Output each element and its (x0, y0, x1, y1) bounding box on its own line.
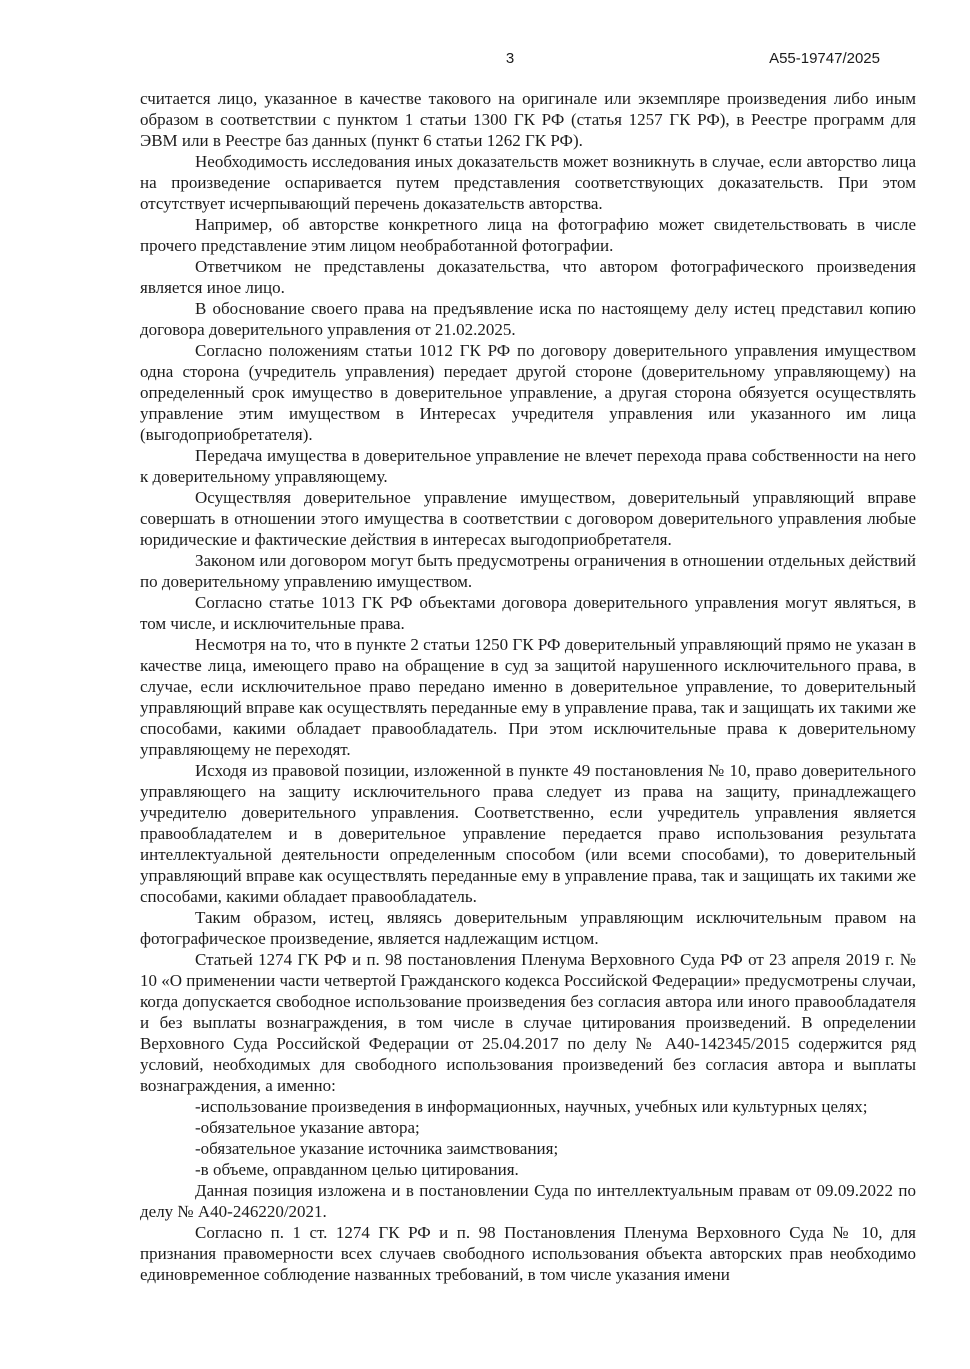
paragraph: Осуществляя доверительное управление имуществом, доверительный управляющий вправе совершать в отношении этого имущества в соответствии с договором доверительного управления любые юридические и фактические действия в интересах выгодоприобретателя. (140, 488, 916, 549)
list-item: -в объеме, оправданном целью цитирования. (195, 1160, 519, 1179)
document-body (140, 88, 916, 1285)
paragraph: Согласно положениям статьи 1012 ГК РФ по договору доверительного управления имуществом одна сторона (учредитель управления) передает другой стороне (доверительному управляющему) на определенный срок имущество в доверительное управление, а другая сторона обязуется осуществлять управление этим имуществом в Интересах учредителя управления или указанного им лица (выгодоприобретателя). (140, 341, 916, 444)
paragraph: В обоснование своего права на предъявление иска по настоящему делу истец представил копию договора доверительного управления от 21.02.2025. (140, 299, 916, 339)
paragraph: Согласно статье 1013 ГК РФ объектами договора доверительного управления могут являться, в том числе, и исключительные права. (140, 593, 916, 633)
paragraph: Исходя из правовой позиции, изложенной в пункте 49 постановления № 10, право доверительного управляющего на защиту исключительного права следует из права на защиту, принадлежащего учредителю доверительного управления. Соответственно, если учредитель управления является правообладателем и в доверительное управление передается право использования результата интеллектуальной деятельности определенным способом (или всеми способами), то доверительный управляющий вправе как осуществлять переданные ему в управление права, так и защищать их такими же способами, какими обладает правообладатель. (140, 761, 916, 906)
paragraph: Данная позиция изложена и в постановлении Суда по интеллектуальным правам от 09.09.2022 по делу № А40-246220/2021. (140, 1181, 916, 1221)
paragraph: Таким образом, истец, являясь доверительным управляющим исключительным правом на фотографическое произведение, является надлежащим истцом. (140, 908, 916, 948)
paragraph: Согласно п. 1 ст. 1274 ГК РФ и п. 98 Постановления Пленума Верховного Суда № 10, для признания правомерности всех случаев свободного использования объекта авторских прав необходимо единовременное соблюдение названных требований, в том числе указания имени (140, 1223, 916, 1284)
page-number: 3 (505, 50, 515, 67)
paragraph: Несмотря на то, что в пункте 2 статьи 1250 ГК РФ доверительный управляющий прямо не указан в качестве лица, имеющего право на обращение в суд за защитой нарушенного исключительного права, в случае, если исключительное право передано именно в доверительное управление, то доверительный управляющий вправе как осуществлять переданные ему в управление права, так и защищать их такими же способами, какими обладает правообладатель. При этом исключительные права к доверительному управляющему не переходят. (140, 635, 916, 759)
paragraph: Передача имущества в доверительное управление не влечет перехода права собственности на него к доверительному управляющему. (140, 446, 916, 486)
paragraph: Например, об авторстве конкретного лица на фотографию может свидетельствовать в числе прочего представление этим лицом необработанной фотографии. (140, 215, 916, 255)
list-item: -обязательное указание источника заимствования; (195, 1139, 559, 1158)
paragraph: считается лицо, указанное в качестве такового на оригинале или экземпляре произведения либо иным образом в соответствии с пунктом 1 статьи 1300 ГК РФ (статья 1257 ГК РФ), в Реестре программ для ЭВМ или в Реестре баз данных (пункт 6 статьи 1262 ГК РФ). (140, 89, 916, 150)
case-number: А55-19747/2025 (769, 50, 880, 67)
paragraph: Законом или договором могут быть предусмотрены ограничения в отношении отдельных действий по доверительному управлению имуществом. (140, 551, 916, 591)
paragraph: Ответчиком не представлены доказательства, что автором фотографического произведения является иное лицо. (140, 257, 916, 297)
paragraph: Необходимость исследования иных доказательств может возникнуть в случае, если авторство лица на произведение оспаривается путем представления соответствующих доказательств. При этом отсутствует исчерпывающий перечень доказательств авторства. (140, 152, 916, 213)
page-header (140, 50, 880, 68)
paragraph: Статьей 1274 ГК РФ и п. 98 постановления Пленума Верховного Суда РФ от 23 апреля 2019 г. № 10 «О применении части четвертой Гражданского кодекса Российской Федерации» предусмотрены случаи, когда допускается свободное использование произведения без согласия автора или иного правообладателя и без выплаты вознаграждения, в том числе в случае цитирования произведений. В определении Верховного Суда Российской Федерации от 25.04.2017 по делу № А40-142345/2015 содержится ряд условий, необходимых для свободного использования произведений без согласия автора и выплаты вознаграждения, а именно: (140, 950, 916, 1095)
list-item: -обязательное указание автора; (195, 1118, 420, 1137)
list-item: -использование произведения в информационных, научных, учебных или культурных целях; (195, 1097, 868, 1116)
